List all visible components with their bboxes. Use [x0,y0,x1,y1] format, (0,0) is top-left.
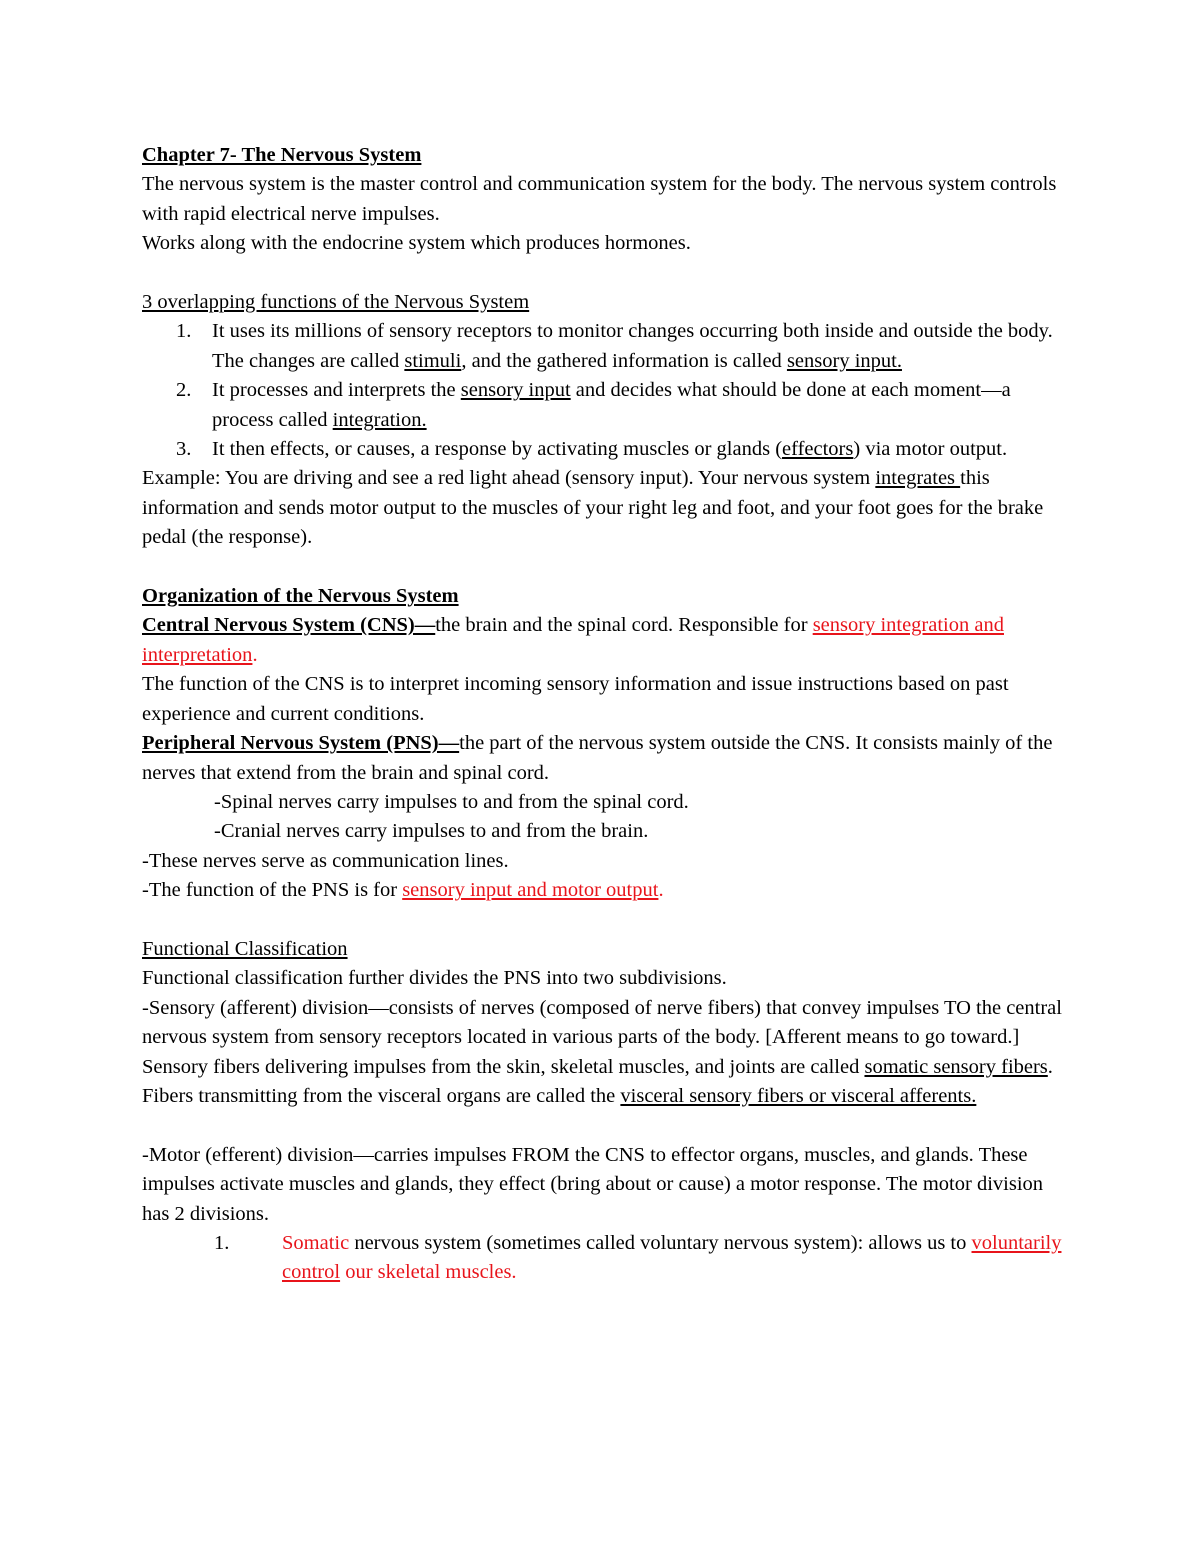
pns-highlight: sensory input and motor output [402,879,659,902]
pns-function: -The function of the PNS is for sensory input and motor output. [142,879,664,902]
spinal-nerves: -Spinal nerves carry impulses to and from the spinal cord. [214,790,689,813]
communication-lines: -These nerves serve as communication lines. [142,849,509,872]
pns-label: Peripheral Nervous System (PNS)— [142,732,460,755]
list-item: 2. It processes and interprets the sensory input and decides what should be done at each moment—a process called integration. [142,376,1072,435]
cns-label: Central Nervous System (CNS)— [142,614,436,637]
term-integrates: integrates [875,467,961,490]
spacer [142,906,1072,935]
list-item: 1. Somatic nervous system (sometimes called voluntary nervous system): allows us to voluntarily control our skeletal muscles. [142,1229,1072,1288]
intro-endocrine: Works along with the endocrine system which produces hormones. [142,232,691,255]
term-stimuli: stimuli [404,349,462,372]
functions-heading: 3 overlapping functions of the Nervous System [142,291,530,314]
term-sensory-input: sensory input [460,379,571,402]
list-item: 3. It then effects, or causes, a response by activating muscles or glands (effectors) via motor output. [142,435,1072,464]
term-somatic-sensory-fibers: somatic sensory fibers [864,1055,1048,1078]
list-item: 1. It uses its millions of sensory receptors to monitor changes occurring both inside and outside the body. The changes are called stimuli, and the gathered information is called sensory input. [142,317,1072,376]
functional-heading: Functional Classification [142,937,348,960]
chapter-title: Chapter 7- The Nervous System [142,144,422,166]
spacer [142,553,1072,582]
cranial-nerves: -Cranial nerves carry impulses to and from the brain. [214,820,649,843]
cns-highlight: sensory integration and interpretation [142,614,1004,666]
organization-heading: Organization of the Nervous System [142,585,459,608]
list-number: 1. [176,320,192,343]
pns-paragraph: Peripheral Nervous System (PNS)—the part of the nervous system outside the CNS. It consists mainly of the nerves that extend from the brain and spinal cord. [142,732,1053,784]
term-integration: integration. [332,408,427,431]
term-somatic: Somatic [282,1231,350,1254]
intro-paragraph: The nervous system is the master control and communication system for the body. The nervous system controls with rapid electrical nerve impulses. [142,173,1057,225]
functions-list [142,317,1072,464]
document-page [142,141,1072,1288]
list-number: 1. [214,1231,230,1254]
sensory-division: -Sensory (afferent) division—consists of nerves (composed of nerve fibers) that convey impulses TO the central nervous system from sensory receptors located in various parts of the body. [Afferent means to go toward.] Sensory fibers delivering impulses from the skin, skeletal muscles, and joints are called somatic sensory fibers. Fibers transmitting from the visceral organs are called the visceral sensory fibers or visceral afferents. [142,996,1062,1107]
term-visceral-sensory-fibers: visceral sensory fibers or visceral afferents. [620,1084,977,1107]
term-sensory-input: sensory input. [786,349,902,372]
spacer [142,1111,1072,1140]
list-number: 2. [176,379,192,402]
cns-function: The function of the CNS is to interpret incoming sensory information and issue instructions based on past experience and current conditions. [142,673,1009,725]
cns-paragraph: Central Nervous System (CNS)—the brain and the spinal cord. Responsible for sensory integration and interpretation. [142,614,1004,666]
example-paragraph: Example: You are driving and see a red light ahead (sensory input). Your nervous system integrates this information and sends motor output to the muscles of your right leg and foot, and your foot goes for the brake pedal (the response). [142,467,1044,549]
term-effectors: effectors [782,438,854,461]
list-number: 3. [176,438,192,461]
motor-division: -Motor (efferent) division—carries impulses FROM the CNS to effector organs, muscles, and glands. These impulses activate muscles and glands, they effect (bring about or cause) a motor response. The motor division has 2 divisions. [142,1143,1044,1225]
term-voluntarily-control: voluntarily control [282,1231,1062,1284]
spacer [142,259,1072,288]
functional-intro: Functional classification further divides the PNS into two subdivisions. [142,967,727,990]
